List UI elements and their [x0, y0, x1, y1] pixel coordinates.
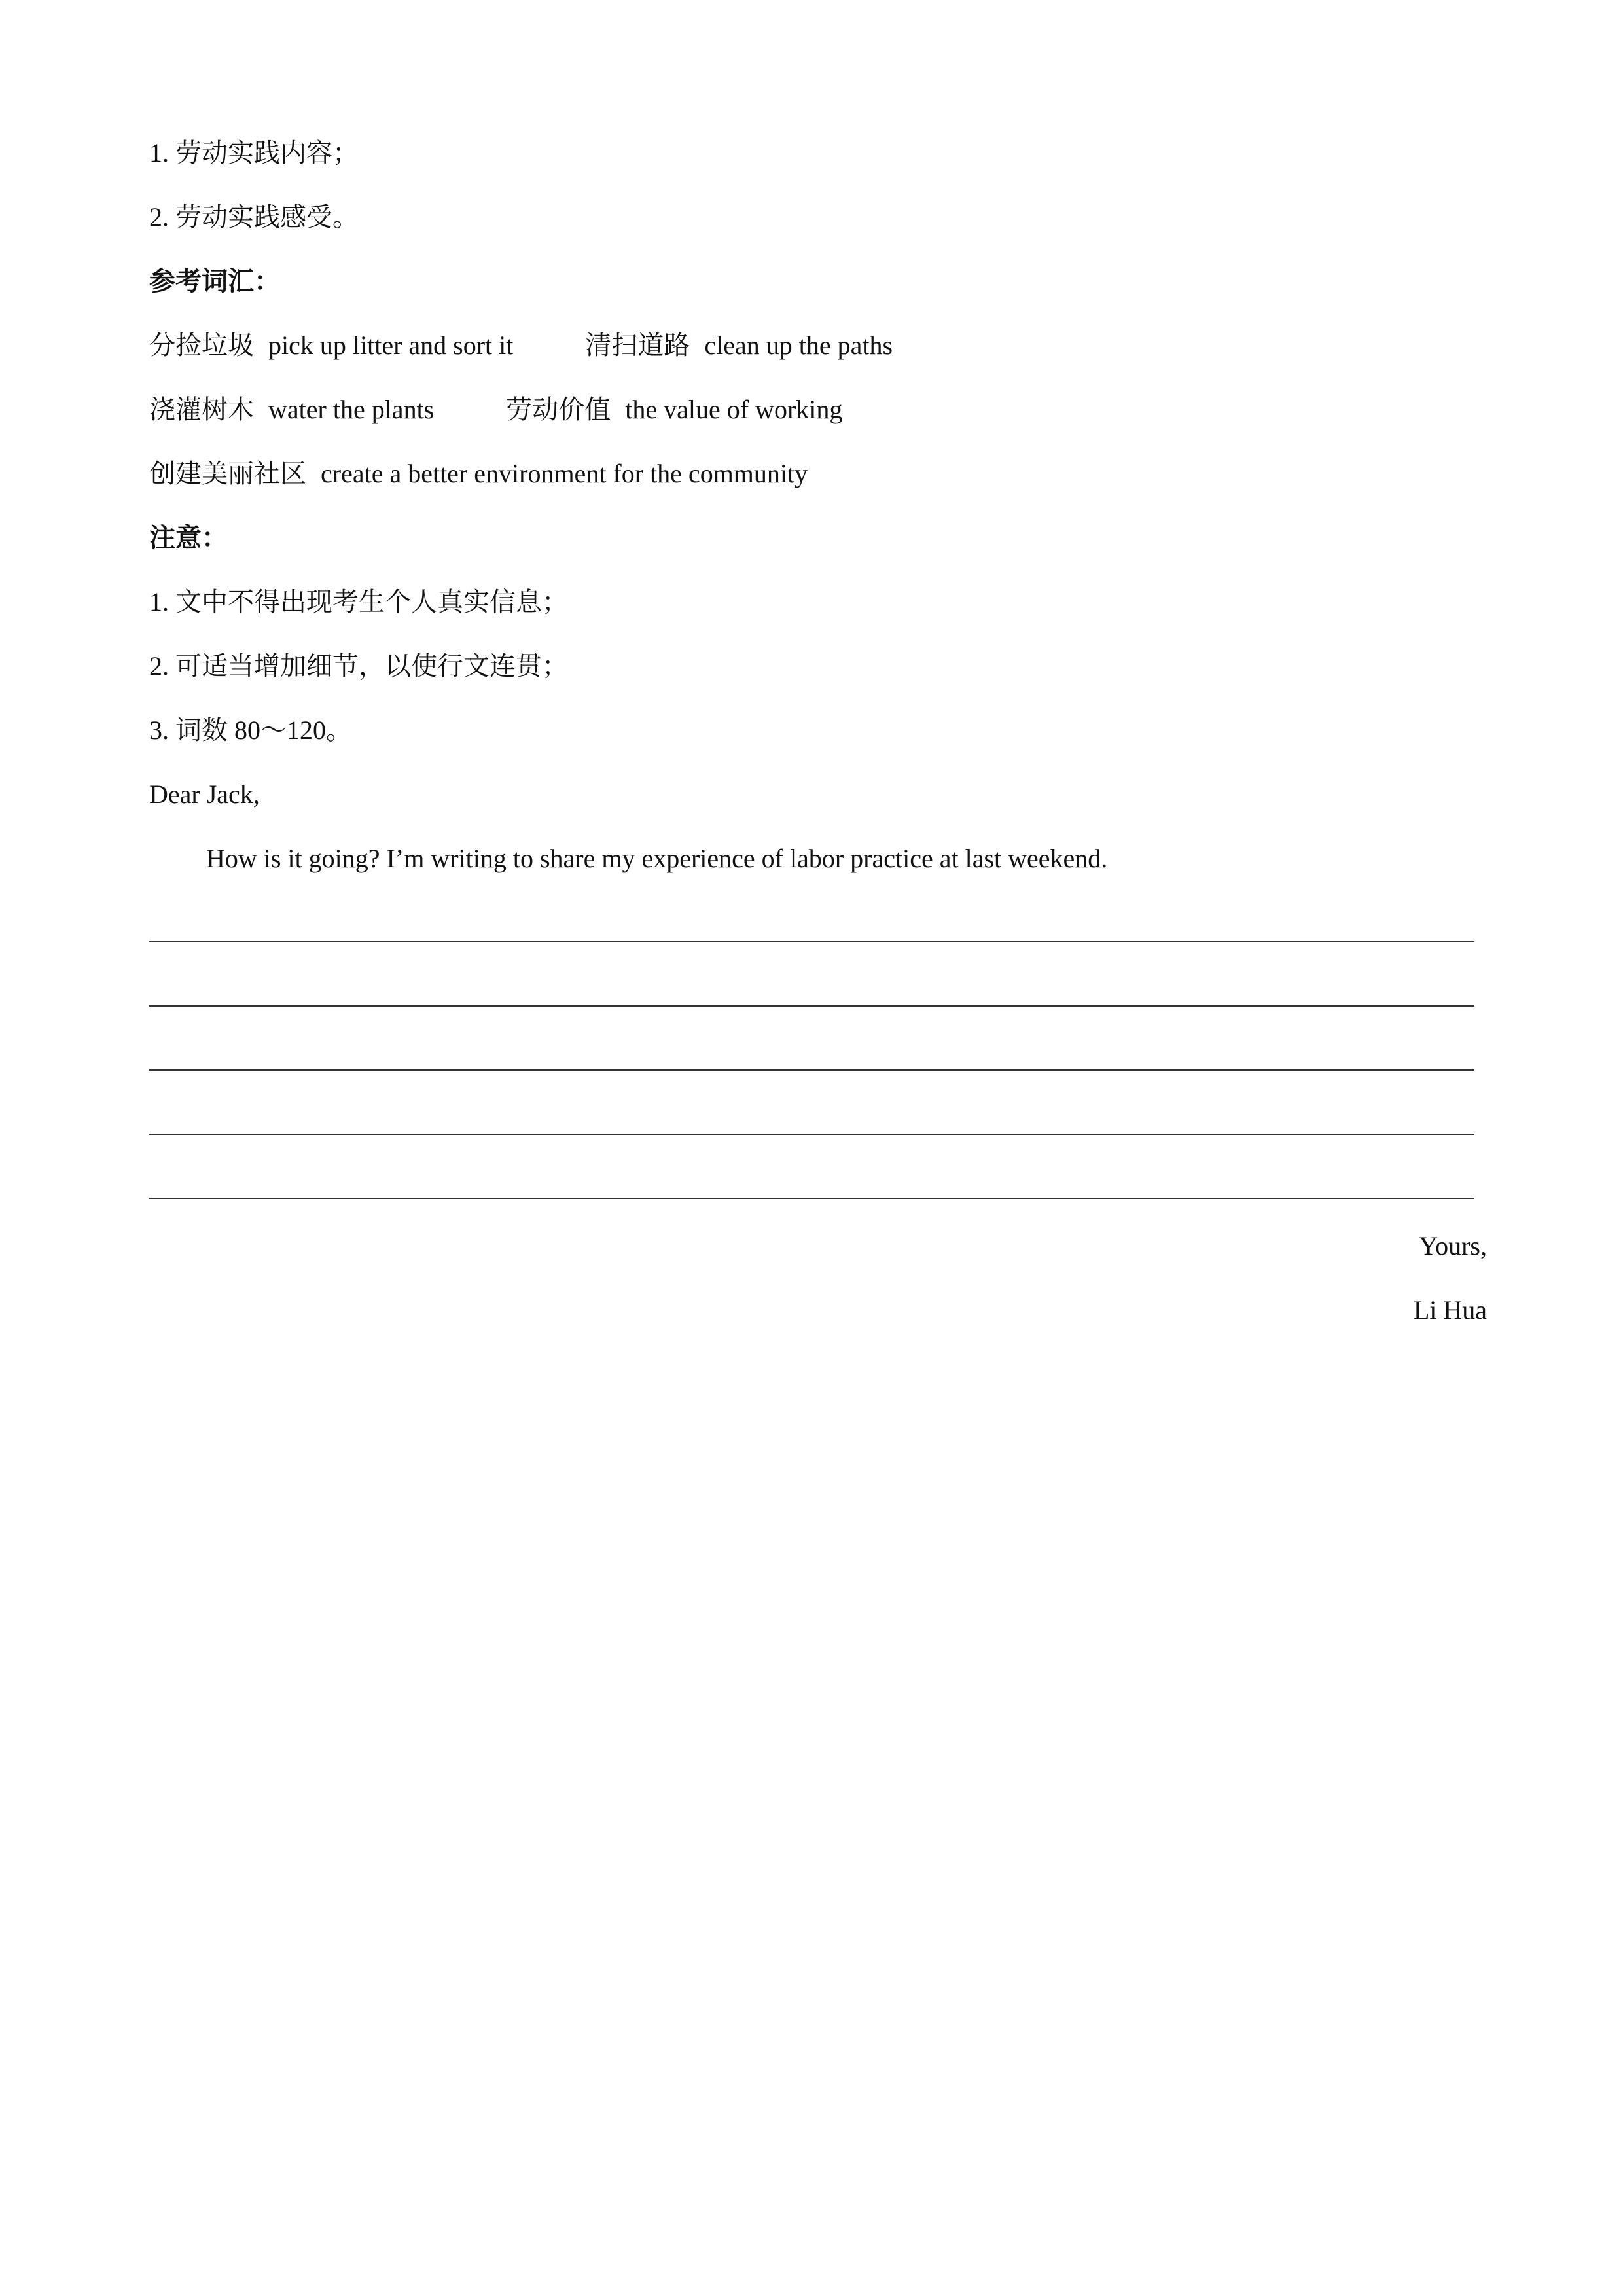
- letter-greeting: Dear Jack,: [149, 780, 260, 809]
- content-point-2: 2. 劳动实践感受。: [149, 202, 359, 232]
- note-3: 3. 词数 80～120。: [149, 715, 352, 745]
- vocab-title: 参考词汇：: [149, 266, 280, 296]
- answer-line[interactable]: [149, 941, 1474, 942]
- vocab-en-5: create a better environment for the community: [321, 459, 808, 488]
- note-2: 2. 可适当增加细节，以使行文连贯；: [149, 651, 568, 681]
- letter-closing: Yours,: [1419, 1231, 1487, 1261]
- vocab-cn-5: 创建美丽社区: [149, 459, 306, 488]
- letter-signature: Li Hua: [1413, 1295, 1487, 1325]
- vocab-cn-3: 浇灌树木: [149, 395, 254, 424]
- vocab-cn-2: 清扫道路: [585, 331, 690, 360]
- notes-title: 注意：: [149, 523, 228, 552]
- answer-line[interactable]: [149, 1069, 1474, 1071]
- vocab-cn-1: 分捡垃圾: [149, 331, 254, 360]
- content-point-1: 1. 劳动实践内容；: [149, 138, 359, 168]
- answer-line[interactable]: [149, 1134, 1474, 1135]
- vocab-row-2: [149, 393, 842, 427]
- vocab-row-3: [149, 457, 808, 491]
- vocab-en-4: the value of working: [625, 395, 843, 424]
- vocab-row-1: [149, 329, 893, 363]
- vocab-cn-4: 劳动价值: [506, 395, 611, 424]
- note-1: 1. 文中不得出现考生个人真实信息；: [149, 587, 568, 617]
- answer-line[interactable]: [149, 1198, 1474, 1199]
- answer-line[interactable]: [149, 1005, 1474, 1007]
- vocab-en-1: pick up litter and sort it: [268, 331, 514, 360]
- vocab-en-3: water the plants: [268, 395, 435, 424]
- vocab-en-2: clean up the paths: [704, 331, 893, 360]
- letter-opening: How is it going? I’m writing to share my experience of labor practice at last weekend.: [206, 844, 1108, 873]
